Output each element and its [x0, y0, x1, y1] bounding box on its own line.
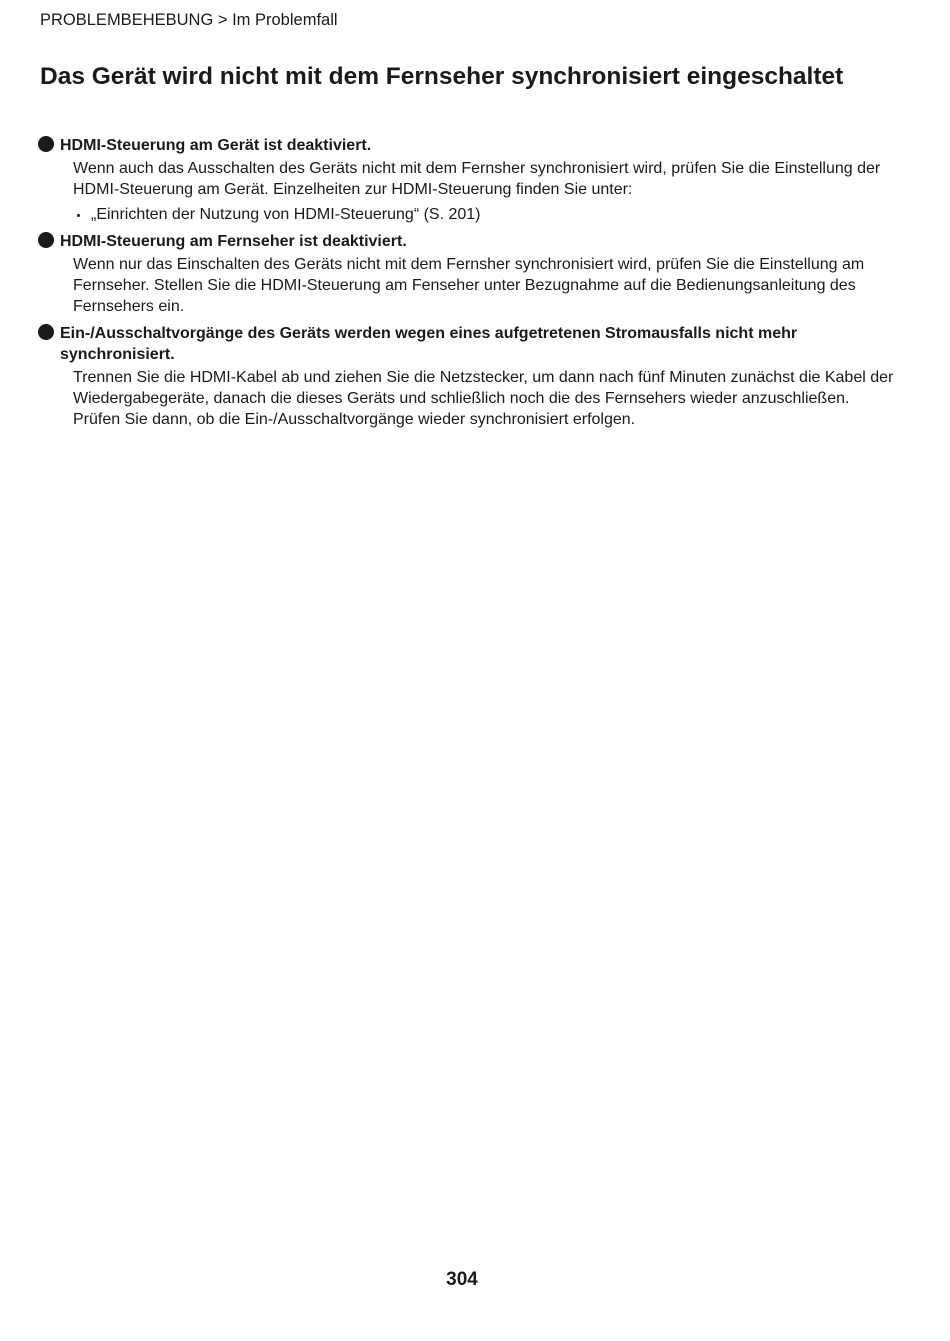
reference-link[interactable]: „Einrichten der Nutzung von HDMI-Steuerung“ (S. 201): [73, 204, 898, 225]
section-text: Trennen Sie die HDMI-Kabel ab und ziehen Sie die Netzstecker, um dann nach fünf Minuten zunächst die Kabel der Wiedergabegeräte, danach die dieses Geräts und schließlich noch die des Fernsehers wieder anzuschließen. Prüfen Sie dann, ob die Ein-/Ausschaltvorgänge wieder synchronisiert erfolgen.: [73, 369, 894, 428]
section-body: [73, 367, 898, 430]
section-heading: HDMI-Steuerung am Gerät ist deaktiviert.: [60, 137, 372, 154]
section-text: Wenn nur das Einschalten des Geräts nicht mit dem Fernsher synchronisiert wird, prüfen Sie die Einstellung am Fernseher. Stellen Sie die HDMI-Steuerung am Fenseher unter Bezugnahme auf die Bedienungsanleitung des Fernsehers ein.: [73, 256, 865, 315]
section-heading: Ein-/Ausschaltvorgänge des Geräts werden wegen eines aufgetretenen Stromausfalls nicht mehr synchronisiert.: [60, 325, 798, 363]
section-header: [38, 323, 898, 365]
section-heading: HDMI-Steuerung am Fernseher ist deaktiviert.: [60, 233, 407, 250]
filled-circle-icon: [38, 324, 54, 340]
section-body: [73, 158, 898, 225]
filled-circle-icon: [38, 232, 54, 248]
section-text: Wenn auch das Ausschalten des Geräts nicht mit dem Fernsher synchronisiert wird, prüfen Sie die Einstellung der HDMI-Steuerung am Gerät. Einzelheiten zur HDMI-Steuerung finden Sie unter:: [73, 160, 881, 198]
section-header: [38, 231, 898, 252]
section-hdmi-tv: [38, 231, 898, 317]
section-body: [73, 254, 898, 317]
troubleshooting-sections: [38, 135, 898, 436]
section-power-failure: [38, 323, 898, 430]
reference-list: [73, 204, 898, 225]
breadcrumb: PROBLEMBEHEBUNG > Im Problemfall: [40, 11, 338, 29]
section-header: [38, 135, 898, 156]
page-number: 304: [446, 1269, 478, 1290]
section-hdmi-device: [38, 135, 898, 225]
filled-circle-icon: [38, 136, 54, 152]
page-title: Das Gerät wird nicht mit dem Fernseher synchronisiert eingeschaltet: [40, 63, 844, 90]
